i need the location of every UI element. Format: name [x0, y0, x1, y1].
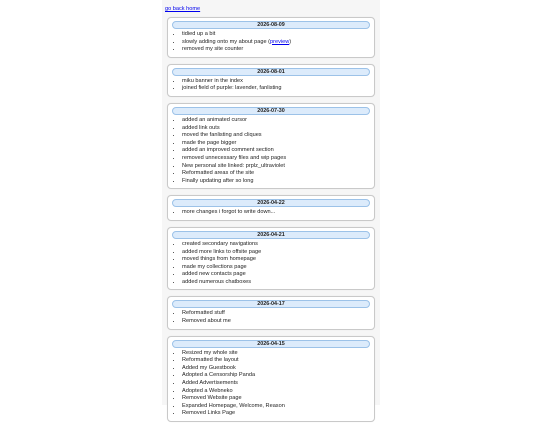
preview-link[interactable]: preview [270, 38, 290, 45]
entry-item-list [172, 78, 370, 93]
entry-item-list [172, 241, 370, 287]
list-item [182, 271, 370, 279]
list-item-text: Added my Guestbook [182, 364, 236, 371]
list-item [182, 318, 370, 326]
list-item-text: added more links to offsite page [182, 248, 262, 255]
list-item-text: Removed Website page [182, 395, 242, 402]
list-item [182, 264, 370, 272]
list-item-text: miku banner in the index [182, 77, 243, 84]
list-item [182, 117, 370, 125]
changelog-entry [167, 103, 375, 189]
list-item [182, 395, 370, 403]
list-item [182, 249, 370, 257]
list-item [182, 357, 370, 365]
list-item [182, 350, 370, 358]
list-item [182, 125, 370, 133]
list-item-text: added numerous chatboxes [182, 278, 252, 285]
entry-date: 2026-04-17 [172, 300, 370, 308]
list-item-text: made the page bigger [182, 139, 237, 146]
list-item [182, 209, 370, 217]
changelog-page [162, 0, 380, 417]
list-item-text: Removed about me [182, 318, 231, 325]
list-item [182, 31, 370, 39]
list-item [182, 170, 370, 178]
entry-date: 2026-08-01 [172, 68, 370, 76]
list-item [182, 403, 370, 411]
entry-date: 2026-04-21 [172, 231, 370, 239]
list-item [182, 132, 370, 140]
changelog-entry [167, 17, 375, 58]
list-item-text: Adopted a Censorship Panda [182, 372, 256, 379]
list-item [182, 256, 370, 264]
changelog-entry [167, 296, 375, 329]
entry-item-list [172, 31, 370, 54]
entry-date: 2026-04-22 [172, 199, 370, 207]
list-item-text: made my collections page [182, 263, 247, 270]
list-item [182, 241, 370, 249]
changelog-entry [167, 227, 375, 291]
changelog-entry [167, 64, 375, 97]
list-item-text: Removed Links Page [182, 410, 236, 417]
list-item-text: moved things from homepage [182, 256, 257, 263]
list-item-text: Reformatted the layout [182, 357, 239, 364]
back-home-link[interactable]: go back home [165, 6, 201, 12]
list-item-text: tidied up a bit [182, 31, 216, 37]
list-item-text: added an animated cursor [182, 116, 247, 123]
entry-item-list [172, 310, 370, 325]
list-item [182, 155, 370, 163]
list-item-text: removed my site counter [182, 46, 244, 53]
list-item-text: New personal site linked: prplz_ultraviolet [182, 162, 285, 169]
list-item [182, 310, 370, 318]
entry-item-list [172, 117, 370, 185]
list-item-text: Finally updating after so long [182, 177, 254, 184]
list-item [182, 279, 370, 287]
changelog-entry [167, 195, 375, 221]
list-item-text: Resized my whole site [182, 349, 238, 356]
list-item [182, 163, 370, 171]
list-item-text: Added Advertisements [182, 380, 238, 387]
list-item-text: added an improved comment section [182, 147, 274, 154]
list-item-text: added new contacts page [182, 271, 246, 278]
list-item [182, 388, 370, 396]
list-item [182, 39, 370, 47]
changelog-entry [167, 336, 375, 422]
entry-date: 2026-07-30 [172, 107, 370, 115]
entry-item-list [172, 209, 370, 217]
list-item [182, 380, 370, 388]
list-item-text: slowly adding onto my about page ( [182, 38, 271, 45]
list-item-text: moved the fanlisting and cliques [182, 132, 262, 139]
list-item [182, 372, 370, 380]
list-item-text: added link outs [182, 124, 220, 131]
list-item [182, 178, 370, 186]
changelog-list [167, 17, 375, 428]
list-item-text: Reformatted stuff [182, 310, 225, 317]
list-item [182, 365, 370, 373]
list-item [182, 147, 370, 155]
entry-date: 2026-04-15 [172, 340, 370, 348]
list-item [182, 410, 370, 418]
list-item-suffix: ) [289, 38, 292, 45]
list-item-text: Adopted a Webneko [182, 387, 233, 394]
list-item-text: removed unnecessary files and wip pages [182, 154, 287, 161]
list-item-text: more changes i forgot to write down... [182, 209, 276, 216]
list-item-text: joined field of purple: lavender, fanlisting [182, 85, 282, 92]
list-item-text: Reformatted areas of the site [182, 170, 255, 177]
entry-item-list [172, 350, 370, 418]
list-item [182, 78, 370, 86]
list-item [182, 140, 370, 148]
list-item-text: Expanded Homepage, Welcome, Reason [182, 402, 285, 409]
list-item [182, 46, 370, 54]
list-item-text: created secondary navigations [182, 240, 258, 247]
entry-date: 2026-08-09 [172, 21, 370, 29]
list-item [182, 85, 370, 93]
